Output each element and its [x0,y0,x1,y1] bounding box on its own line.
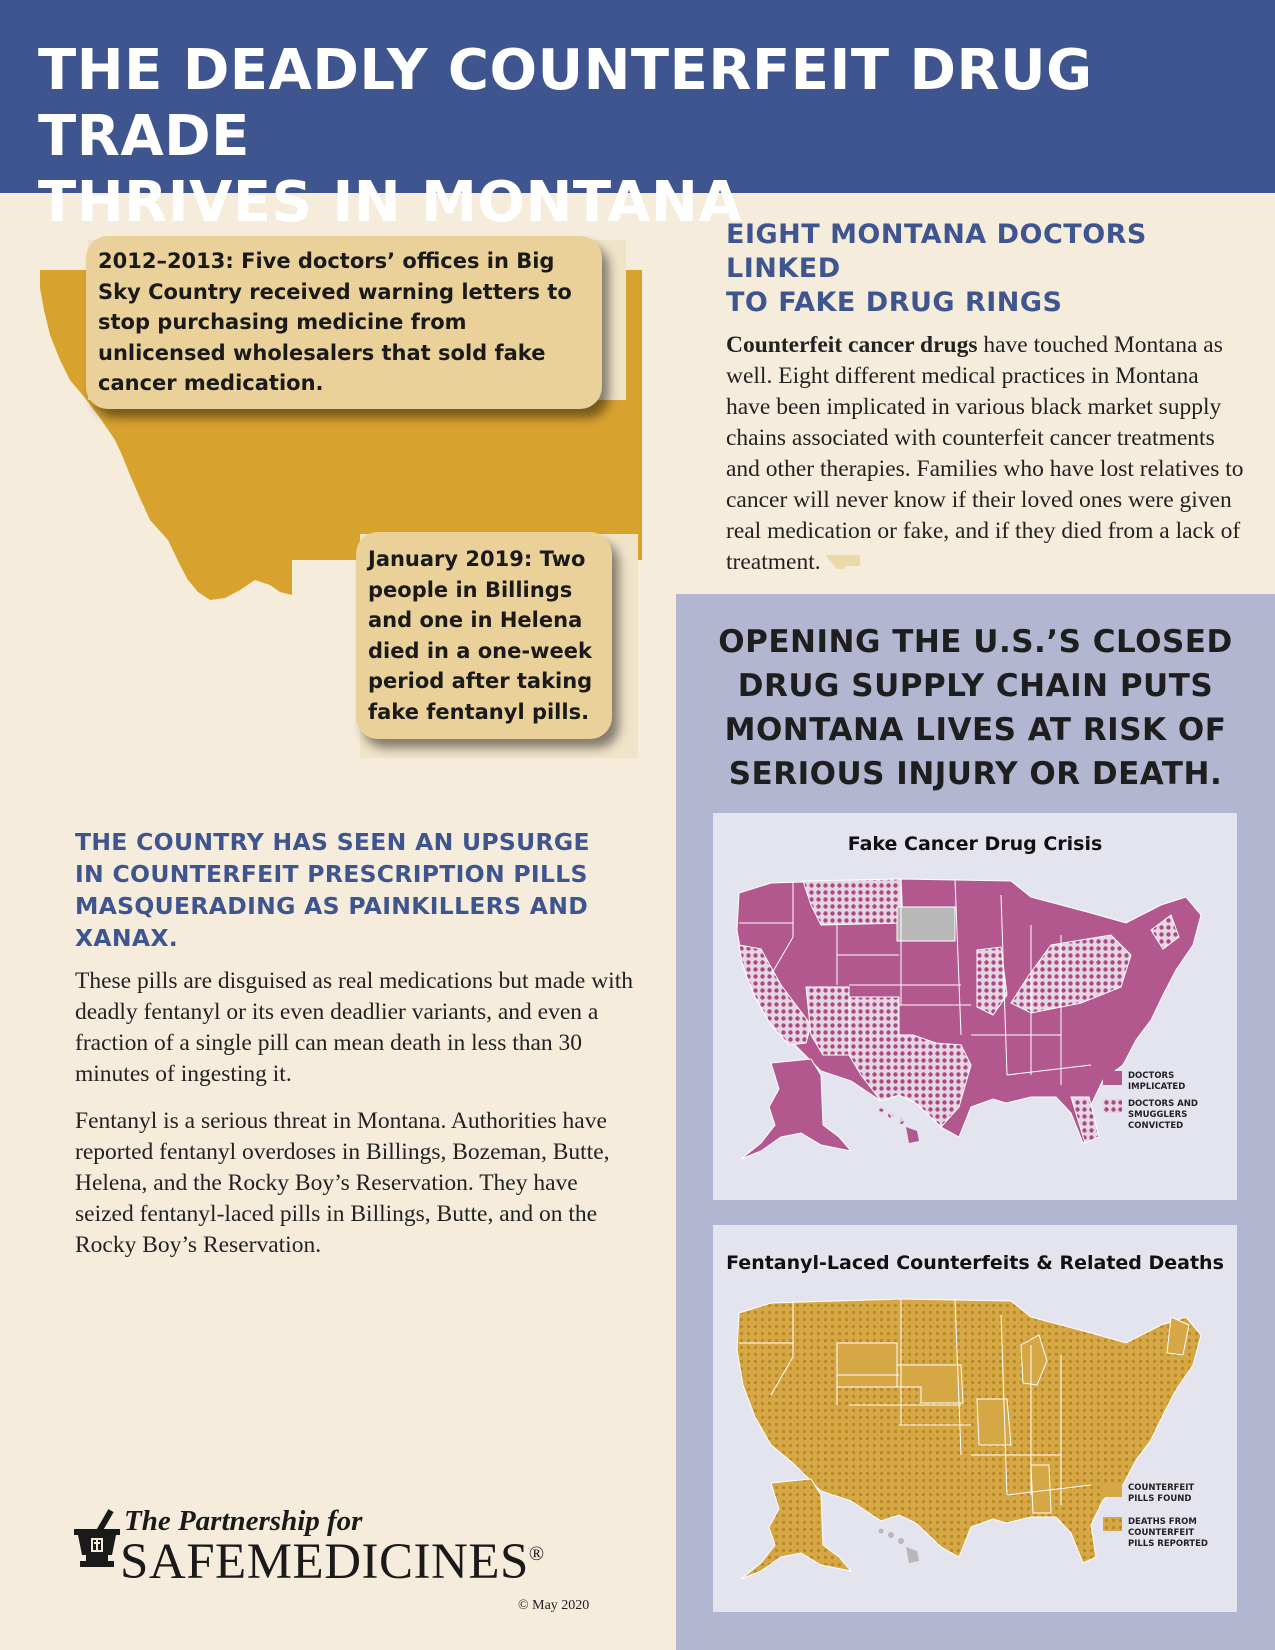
legend-doctors-implicated-label: DOCTORS IMPLICATED [1128,1071,1186,1092]
legend-swatch-solid [1103,1071,1122,1085]
doctors-heading-line-1: EIGHT MONTANA DOCTORS LINKED [726,219,1147,284]
callout-warning-letters-text: 2012–2013: Five doctors’ offices in Big Sky Country received warning letters to stop purchasing medicine from unlicensed wholesalers that sold fake cancer medication. [98,249,572,395]
solid-region-missouri [977,1399,1011,1445]
doctors-heading [726,218,1246,320]
fentanyl-map-card [713,1225,1237,1612]
doctors-paragraph [726,330,1246,578]
fentanyl-us-map [731,1295,1221,1595]
solid-region-wyoming [837,1343,897,1387]
title-line-2: THRIVES IN MONTANA [38,170,743,235]
callout-warning-letters [86,236,602,409]
doctors-body: have touched Montana as well. Eight different medical practices in Montana have been implicated in various black market supply chains associated with counterfeit cancer treatments and other therapies. Families who have lost relatives to cancer will never know if their loved ones were given real medication or fake, and if they died from a lack of treatment. [726,332,1244,575]
legend-pills-found [1103,1483,1208,1505]
risk-heading-line-4: SERIOUS INJURY OR DEATH. [728,756,1223,792]
partnership-logo [72,1505,612,1590]
risk-panel [676,594,1275,1650]
upsurge-section [75,826,635,1261]
legend-pills-found-label: COUNTERFEIT PILLS FOUND [1128,1483,1195,1504]
legend-swatch-solid [1103,1483,1122,1497]
doctors-section [726,218,1246,578]
risk-heading [676,620,1275,796]
risk-heading-line-3: MONTANA LIVES AT RISK OF [724,712,1227,748]
risk-heading-line-1: OPENING THE U.S.’S CLOSED [718,624,1233,660]
legend-deaths-reported-label: DEATHS FROM COUNTERFEIT PILLS REPORTED [1128,1517,1208,1549]
legend-doctors-convicted [1103,1099,1208,1132]
hawaii-shape [879,1109,905,1125]
upsurge-heading [75,826,635,954]
pattern-region-montana [803,879,903,925]
page-title [38,38,1237,236]
logo-tagline: The Partnership for [124,1505,363,1537]
upsurge-paragraph-1: These pills are disguised as real medications but made with deadly fentanyl or its even deadlier variants, and even a fraction of a single pill can mean death in less than 30 minutes of ingesting it. [75,968,633,1087]
fentanyl-map-title: Fentanyl-Laced Counterfeits & Related Deaths [726,1252,1224,1274]
logo-wordmark-text: SAFEMEDICINES [120,1534,529,1590]
risk-heading-line-2: DRUG SUPPLY CHAIN PUTS [737,668,1214,704]
header-banner [0,0,1275,235]
doctors-lead: Counterfeit cancer drugs [726,332,978,358]
legend-doctors-implicated [1103,1071,1208,1093]
logo-wordmark [120,1533,545,1591]
upsurge-heading-line-1: THE COUNTRY HAS SEEN AN UPSURGE [75,828,590,856]
cancer-map-title: Fake Cancer Drug Crisis [847,833,1103,855]
gray-state [897,907,955,941]
registered-mark: ® [528,1543,545,1565]
legend-swatch-pattern [1103,1099,1122,1113]
hawaii-shape [879,1529,920,1564]
title-line-1: THE DEADLY COUNTERFEIT DRUG TRADE [38,38,1093,169]
legend-doctors-convicted-label: DOCTORS AND SMUGGLERS CONVICTED [1128,1099,1198,1131]
doctors-heading-line-2: TO FAKE DRUG RINGS [726,287,1063,318]
callout-fentanyl-deaths-text: January 2019: Two people in Billings and one in Helena died in a one-week period after taking fake fentanyl pills. [368,547,593,724]
copyright: © May 2020 [518,1598,590,1613]
hawaii-big-island [906,1127,919,1143]
upsurge-paragraph-2: Fentanyl is a serious threat in Montana. Authorities have reported fentanyl overdoses in Billings, Bozeman, Butte, Helena, and the Rocky Boy’s Reservation. They have seized fentanyl-laced pills in Billings, Butte, and on the Rocky Boy’s Reservation. [75,1108,610,1258]
callout-fentanyl-deaths [356,532,612,739]
upsurge-heading-line-3: MASQUERADING AS PAINKILLERS AND XANAX. [75,892,589,952]
montana-mini-icon [825,553,861,571]
mortar-pestle-icon [72,1509,122,1571]
solid-region-alabama [1031,1465,1051,1513]
legend-swatch-pattern [1103,1517,1122,1531]
upsurge-heading-line-2: IN COUNTERFEIT PRESCRIPTION PILLS [75,860,588,888]
legend-deaths-reported [1103,1517,1208,1550]
cancer-map-card [713,813,1237,1200]
